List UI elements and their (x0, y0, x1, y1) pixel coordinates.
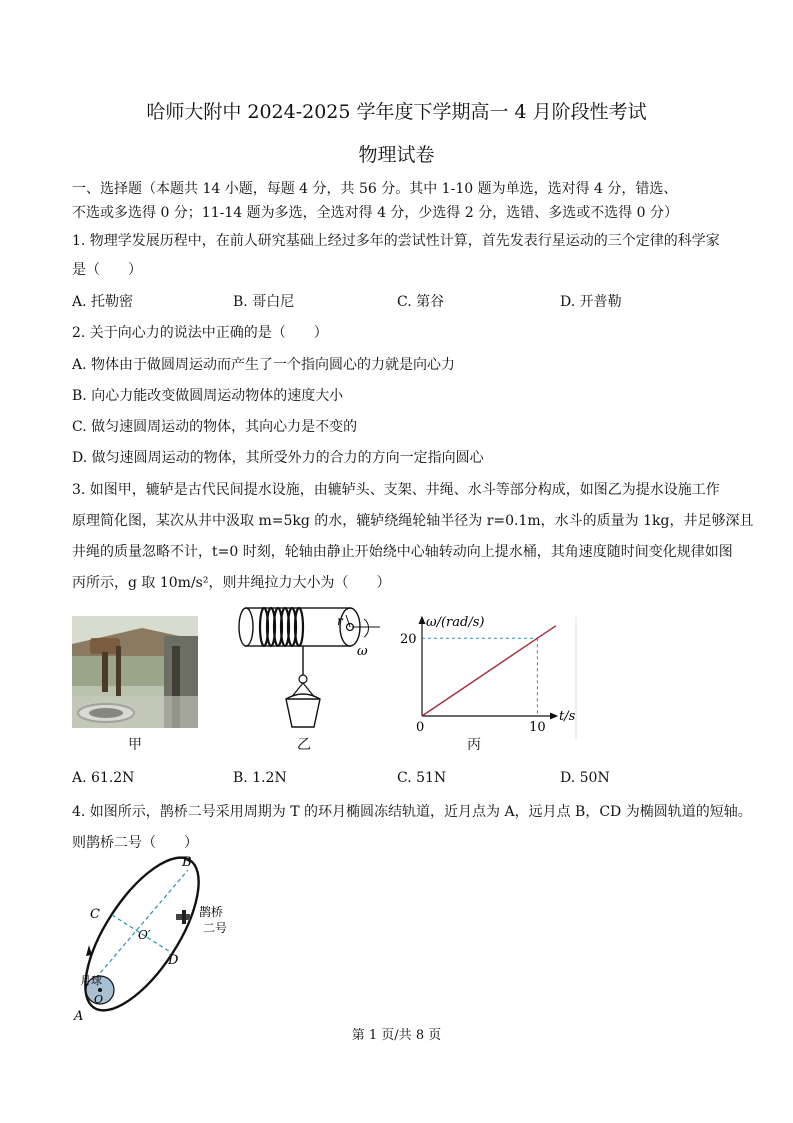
x-axis-label: t/s (559, 709, 576, 724)
label-c: C (90, 907, 100, 922)
q2-option-c[interactable]: C. 做匀速圆周运动的物体，其向心力是不变的 (72, 419, 358, 435)
caption-yi: 乙 (297, 737, 311, 753)
q3-stem-line2: 原理简化图，某次从井中汲取 m=5kg 的水，辘轳绕绳轮轴半径为 r=0.1m，水斗的质量为 1kg，井足够深且 (72, 513, 754, 529)
q1-option-d[interactable]: D. 开普勒 (560, 294, 622, 310)
q2-option-b[interactable]: B. 向心力能改变做圆周运动物体的速度大小 (72, 388, 344, 404)
orbit-diagram (66, 852, 236, 1024)
q3-option-a[interactable]: A. 61.2N (72, 770, 135, 786)
q3-option-b[interactable]: B. 1.2N (233, 770, 287, 786)
exam-title: 哈师大附中 2024-2025 学年度下学期高一 4 月阶段性考试 (146, 101, 647, 123)
label-b: B (182, 855, 192, 870)
q2-option-a[interactable]: A. 物体由于做圆周运动而产生了一个指向圆心的力就是向心力 (72, 357, 456, 373)
label-o: O (94, 993, 104, 1006)
page-footer: 第 1 页/共 8 页 (351, 1028, 442, 1043)
series-line (422, 626, 556, 716)
exam-subtitle: 物理试卷 (358, 144, 435, 166)
y-axis-label: ω/(rad/s) (426, 615, 485, 630)
x-tick-label: 10 (529, 720, 546, 735)
omega-label: ω (357, 644, 368, 659)
q3-stem-line3: 井绳的质量忽略不计，t=0 时刻，轮轴由静止开始绕中心轴转动向上提水桶，其角速度随时间变化规律如图 (72, 544, 733, 560)
q1-option-a[interactable]: A. 托勒密 (72, 294, 134, 310)
q2-stem: 2. 关于向心力的说法中正确的是（ ） (72, 325, 328, 341)
caption-jia: 甲 (128, 737, 142, 753)
y-tick-label: 20 (400, 632, 417, 648)
q3-stem-line4: 丙所示，g 取 10m/s²，则井绳拉力大小为（ ） (72, 575, 391, 591)
q1-option-b[interactable]: B. 哥白尼 (233, 294, 295, 310)
q1-stem-line1: 1. 物理学发展历程中，在前人研究基础上经过多年的尝试性计算，首先发表行星运动的三个定律的科学家 (72, 233, 720, 249)
label-d: D (168, 953, 179, 968)
well-photo-figure (72, 616, 198, 728)
q3-option-c[interactable]: C. 51N (397, 770, 447, 786)
q4-stem-line1: 4. 如图所示，鹊桥二号采用周期为 T 的环月椭圆冻结轨道，近月点为 A，远月点 B，CD 为椭圆轨道的短轴。 (72, 804, 752, 820)
section-instructions-line2: 不选或多选得 0 分；11-14 题为多选，全选对得 4 分，少选得 2 分，选错、多选或不选得 0 分） (72, 205, 679, 221)
label-moon: 月球 (80, 974, 102, 987)
omega-time-chart (395, 611, 580, 739)
radius-label: r (337, 614, 343, 628)
label-satellite-line1: 鹊桥 (199, 905, 224, 919)
q3-option-d[interactable]: D. 50N (560, 770, 610, 786)
label-oprime: O′ (138, 928, 151, 942)
q3-stem-line1: 3. 如图甲，辘轳是古代民间提水设施，由辘轳头、支架、井绳、水斗等部分构成，如图乙为提水设施工作 (72, 482, 720, 498)
label-a: A (74, 1009, 84, 1024)
section-instructions-line1: 一、选择题（本题共 14 小题，每题 4 分，共 56 分。其中 1-10 题为单选，选对得 4 分，错选、 (72, 181, 678, 197)
q2-option-d[interactable]: D. 做匀速圆周运动的物体，其所受外力的合力的方向一定指向圆心 (72, 450, 484, 466)
label-satellite-line2: 二号 (203, 921, 228, 935)
q1-stem-line2: 是（ ） (72, 262, 142, 278)
satellite-icon (176, 910, 190, 924)
origin-label: 0 (416, 720, 425, 735)
pulley-diagram (234, 603, 384, 733)
q4-stem-line2: 则鹊桥二号（ ） (72, 835, 198, 851)
q1-option-c[interactable]: C. 第谷 (397, 294, 445, 310)
caption-bing: 丙 (467, 737, 481, 753)
